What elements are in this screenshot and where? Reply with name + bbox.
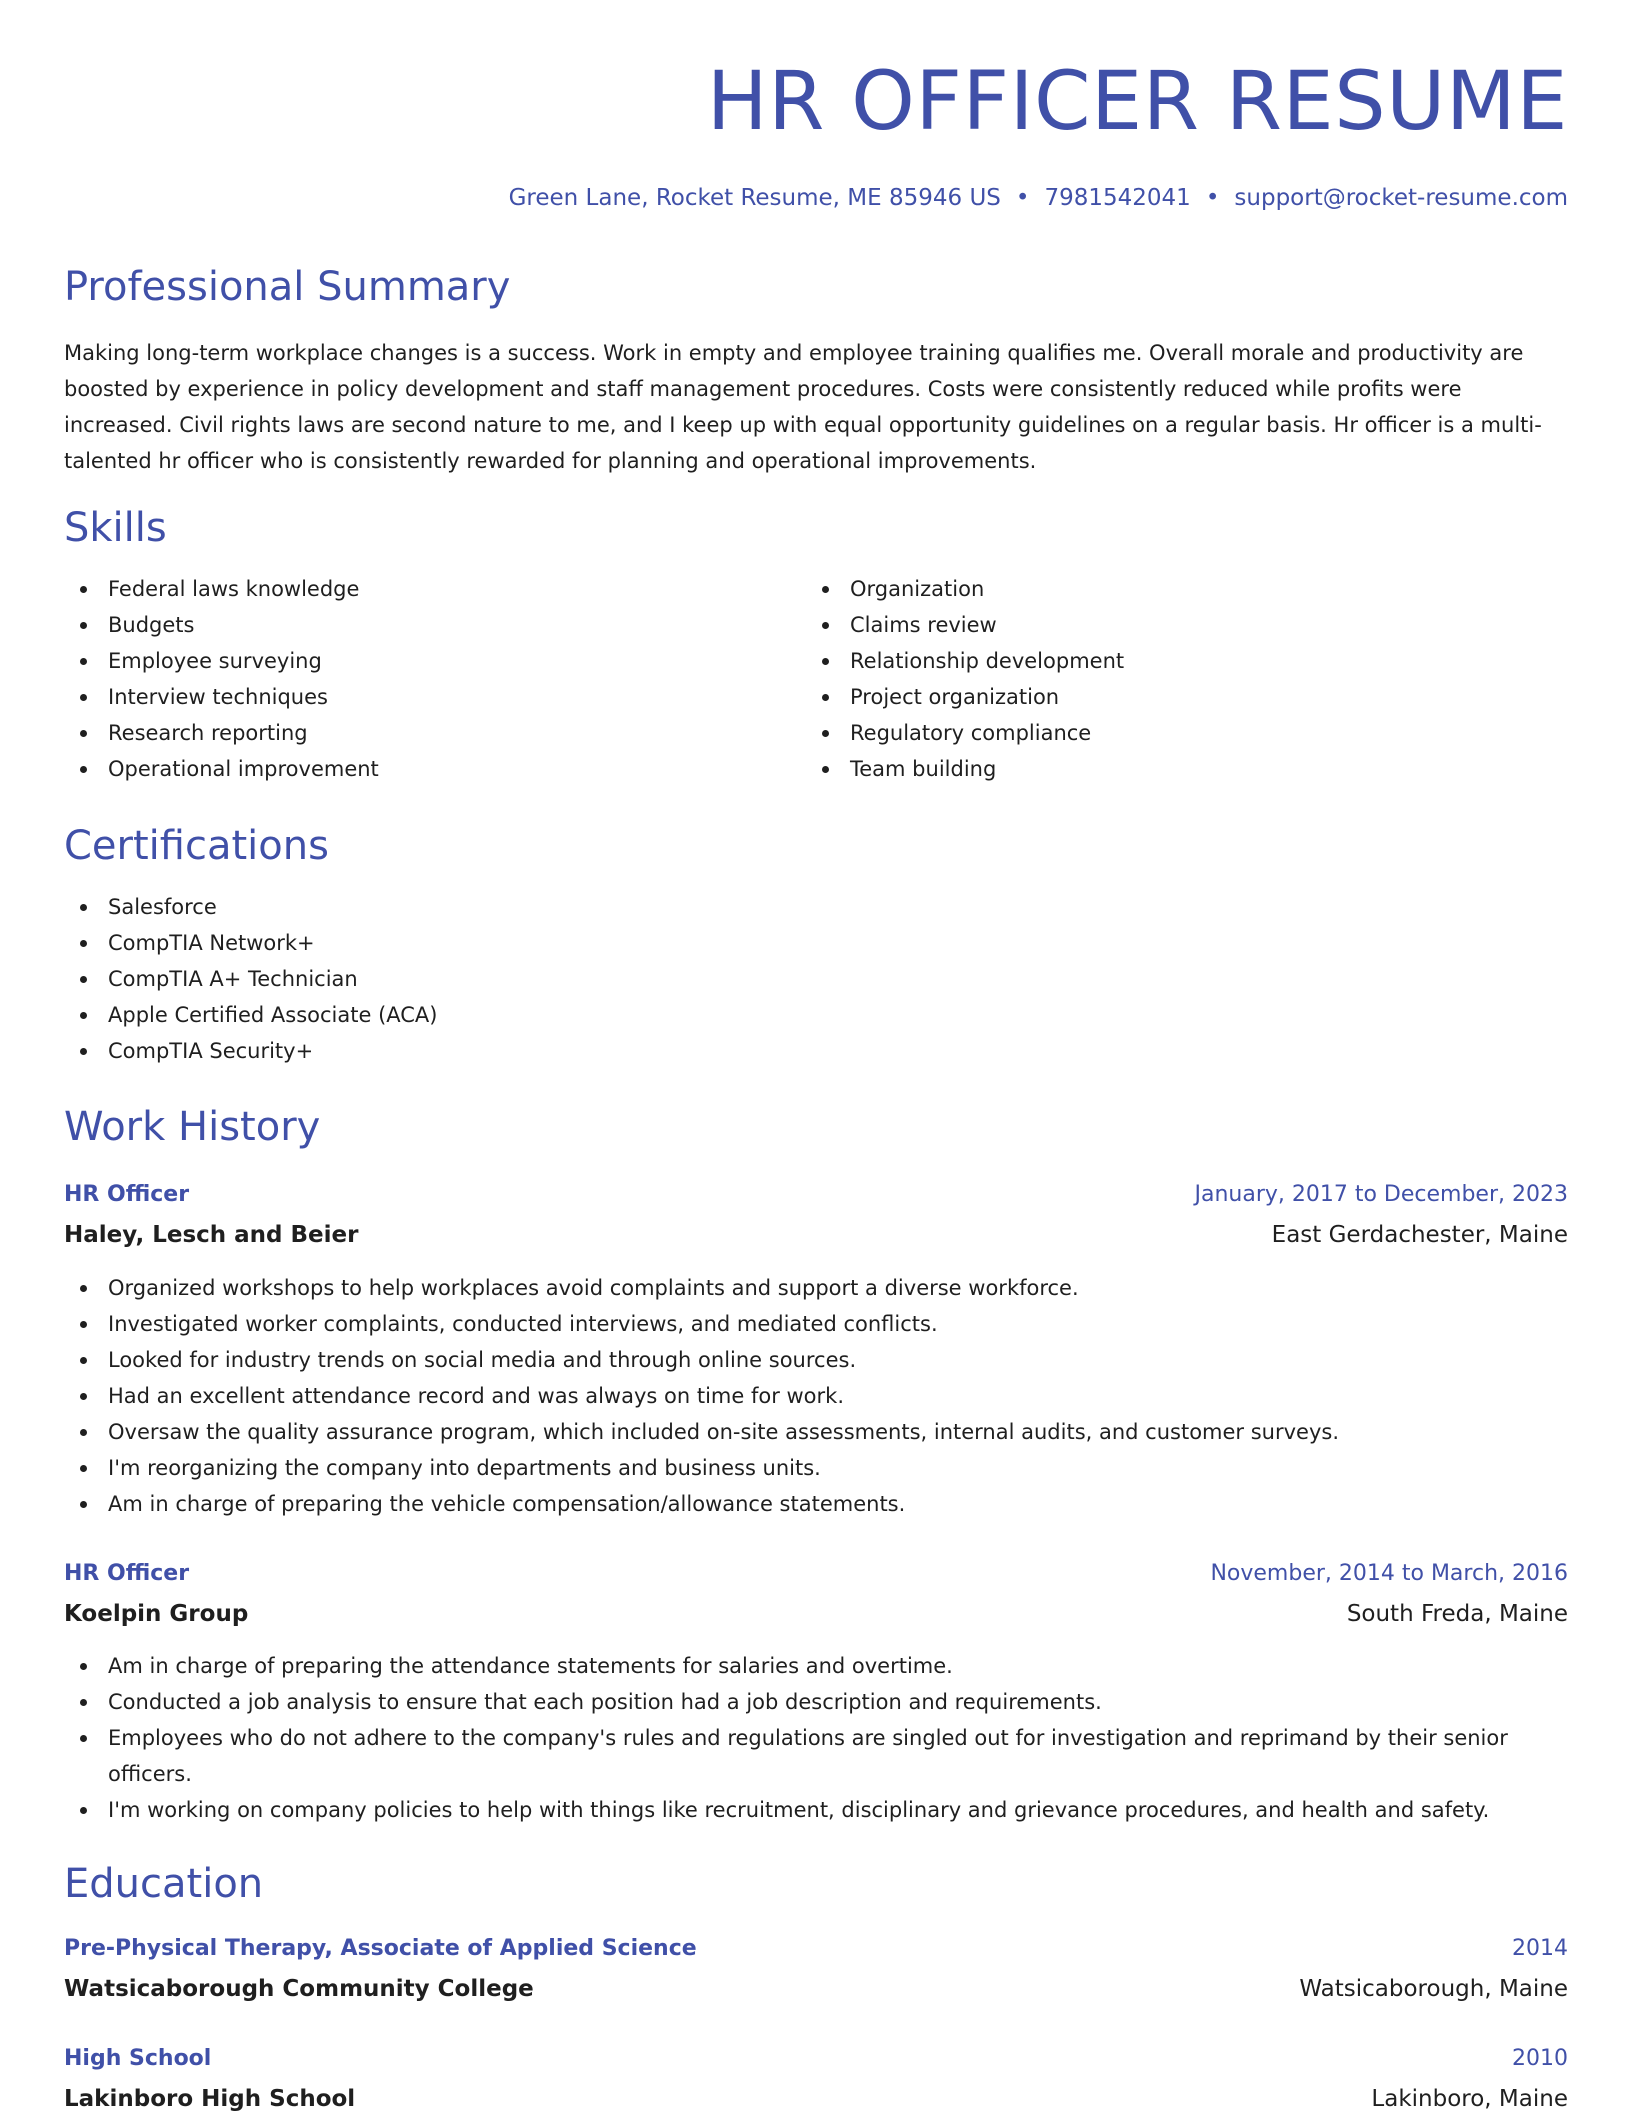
job-header [64, 1175, 1568, 1215]
list-item: Operational improvement [64, 751, 764, 787]
company-name: Haley, Lesch and Beier [64, 1222, 359, 1248]
list-item: Organization [806, 571, 1506, 607]
contact-phone: 7981542041 [1044, 185, 1191, 211]
contact-line [509, 178, 1568, 218]
section-heading-skills: Skills [64, 505, 167, 551]
education-header [64, 1929, 1568, 1969]
contact-address: Green Lane, Rocket Resume, ME 85946 US [508, 185, 1001, 211]
contact-separator: • [1015, 185, 1030, 211]
school-location: Lakinboro, Maine [1371, 2086, 1568, 2112]
list-item: Looked for industry trends on social media and through online sources. [64, 1342, 1568, 1378]
contact-separator: • [1205, 185, 1220, 211]
job-duties-list [64, 1270, 1568, 1522]
school-name: Watsicaborough Community College [64, 1976, 534, 2002]
list-item: Employees who do not adhere to the company's rules and regulations are singled out for investigation and reprimand by their senior officers. [64, 1720, 1568, 1792]
list-item: Am in charge of preparing the attendance statements for salaries and overtime. [64, 1648, 1568, 1684]
summary-text: Making long-term workplace changes is a success. Work in empty and employee training qualifies me. Overall morale and productivity are boosted by experience in policy development and staff management procedures. Costs were consistently reduced while profits were increased. Civil rights laws are second nature to me, and I keep up with equal opportunity guidelines on a regular basis. Hr officer is a multi-talented hr officer who is consistently rewarded for planning and operational improvements. [64, 341, 1542, 473]
list-item: CompTIA A+ Technician [64, 961, 1568, 997]
list-item: Relationship development [806, 643, 1506, 679]
contact-email[interactable]: support@rocket-resume.com [1234, 185, 1568, 211]
section-heading-certifications: Certifications [64, 823, 329, 869]
list-item: Budgets [64, 607, 764, 643]
job-employer [64, 1215, 1568, 1255]
degree: High School [64, 2046, 212, 2071]
list-item: Salesforce [64, 889, 1568, 925]
skills-list-left [64, 571, 764, 787]
section-heading-education: Education [64, 1861, 264, 1907]
job-employer [64, 1594, 1568, 1634]
skills-list-right [806, 571, 1506, 787]
company-name: Koelpin Group [64, 1601, 249, 1627]
resume-title: HR OFFICER RESUME [706, 55, 1568, 149]
school-name: Lakinboro High School [64, 2086, 356, 2112]
list-item: I'm reorganizing the company into departments and business units. [64, 1450, 1568, 1486]
education-header [64, 2039, 1568, 2079]
school-location: Watsicaborough, Maine [1299, 1976, 1568, 2002]
list-item: Am in charge of preparing the vehicle compensation/allowance statements. [64, 1486, 1568, 1522]
list-item: Investigated worker complaints, conducted interviews, and mediated conflicts. [64, 1306, 1568, 1342]
graduation-year: 2010 [1512, 2046, 1568, 2071]
job-dates: January, 2017 to December, 2023 [1194, 1182, 1568, 1207]
list-item: Team building [806, 751, 1506, 787]
list-item: Research reporting [64, 715, 764, 751]
list-item: CompTIA Network+ [64, 925, 1568, 961]
list-item: Project organization [806, 679, 1506, 715]
certifications-list [64, 889, 1568, 1069]
list-item: Organized workshops to help workplaces avoid complaints and support a diverse workforce. [64, 1270, 1568, 1306]
education-school [64, 1969, 1568, 2009]
list-item: Apple Certified Associate (ACA) [64, 997, 1568, 1033]
job-dates: November, 2014 to March, 2016 [1210, 1561, 1568, 1586]
job-title: HR Officer [64, 1182, 190, 1207]
list-item: Conducted a job analysis to ensure that each position had a job description and requirements. [64, 1684, 1568, 1720]
degree: Pre-Physical Therapy, Associate of Applied Science [64, 1936, 697, 1961]
job-title: HR Officer [64, 1561, 190, 1586]
list-item: Interview techniques [64, 679, 764, 715]
list-item: I'm working on company policies to help with things like recruitment, disciplinary and grievance procedures, and health and safety. [64, 1792, 1568, 1828]
list-item: Federal laws knowledge [64, 571, 764, 607]
section-heading-summary: Professional Summary [64, 264, 511, 310]
job-header [64, 1554, 1568, 1594]
section-heading-work-history: Work History [64, 1104, 321, 1150]
list-item: Claims review [806, 607, 1506, 643]
job-location: South Freda, Maine [1346, 1601, 1568, 1627]
job-location: East Gerdachester, Maine [1271, 1222, 1568, 1248]
education-school [64, 2079, 1568, 2119]
list-item: Had an excellent attendance record and was always on time for work. [64, 1378, 1568, 1414]
list-item: Regulatory compliance [806, 715, 1506, 751]
list-item: CompTIA Security+ [64, 1033, 1568, 1069]
graduation-year: 2014 [1512, 1936, 1568, 1961]
list-item: Oversaw the quality assurance program, which included on-site assessments, internal audits, and customer surveys. [64, 1414, 1568, 1450]
list-item: Employee surveying [64, 643, 764, 679]
job-duties-list [64, 1648, 1568, 1828]
